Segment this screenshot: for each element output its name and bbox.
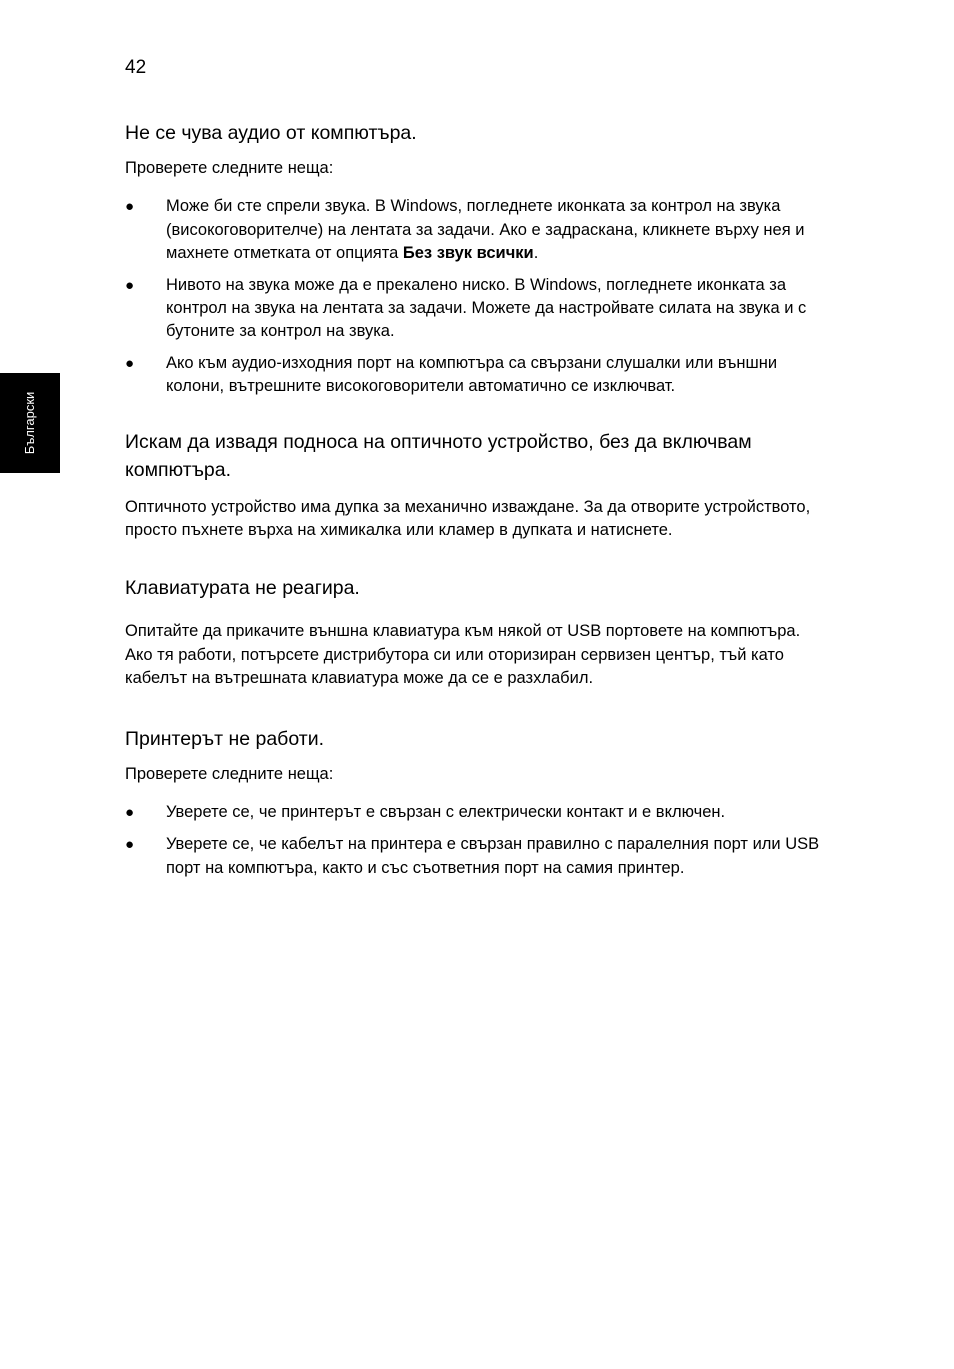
list-item-text: Нивото на звука може да е прекалено ниско. В Windows, погледнете иконката за контрол на звука на лентата за задачи. Можете да настройвате силата на звука и с бутоните за контрол на звука. (166, 275, 807, 341)
bullet-icon: ● (125, 836, 135, 854)
language-side-tab-label: Български (22, 391, 37, 455)
section-paragraph: Оптичното устройство има дупка за механично изваждане. За да отворите устройството, просто пъхнете върха на химикалка или кламер в дупката и натиснете. (125, 497, 811, 539)
section-lead: Проверете следните неща: (125, 159, 334, 177)
section-heading: Клавиатурата не реагира. (125, 577, 360, 600)
section-optical-tray (125, 428, 825, 543)
section-no-audio (125, 119, 825, 399)
section-heading: Искам да извадя подноса на оптичното устройство, без да включвам компютъра. (125, 430, 752, 481)
bullet-list (125, 195, 825, 398)
list-item-text: Уверете се, че принтерът е свързан с електрически контакт и е включен. (166, 803, 726, 822)
language-side-tab (0, 373, 60, 473)
section-keyboard (125, 574, 825, 690)
list-item-text: Може би сте спрели звука. В Windows, погледнете иконката за контрол на звука (високоговорителче) на лентата за задачи. Ако е задраскана, кликнете върху нея и махнете отметката от опцията (166, 197, 805, 262)
bullet-icon: ● (125, 355, 135, 373)
bold-option-name: Без звук всички (402, 243, 534, 262)
page-number: 42 (125, 57, 147, 78)
document-content (125, 119, 825, 888)
list-item-text-end: . (533, 243, 539, 262)
section-heading: Не се чува аудио от компютъра. (125, 122, 417, 144)
list-item (125, 195, 825, 265)
list-item-text: Уверете се, че кабелът на принтера е свързан правилно с паралелния порт или USB порт на компютъра, както и със съответния порт на самия принтер. (166, 835, 820, 877)
list-item (125, 801, 825, 824)
list-item (125, 274, 825, 344)
bullet-icon: ● (125, 804, 135, 822)
section-lead: Проверете следните неща: (125, 765, 334, 784)
section-printer (125, 725, 825, 880)
list-item (125, 352, 825, 399)
bullet-icon: ● (125, 276, 135, 294)
list-item-text: Ако към аудио-изходния порт на компютъра са свързани слушалки или външни колони, вътрешните високоговорители автоматично се изключват. (166, 354, 778, 396)
bullet-icon: ● (125, 198, 135, 216)
section-paragraph: Опитайте да прикачите външна клавиатура към някой от USB портовете на компютъра. Ако тя работи, потърсете дистрибутора си или оторизиран сервизен център, тъй като кабелът на вътрешната клавиатура може да се е разхлабил. (125, 622, 801, 687)
section-heading: Принтерът не работи. (125, 728, 325, 751)
bullet-list (125, 801, 825, 879)
list-item (125, 833, 825, 880)
